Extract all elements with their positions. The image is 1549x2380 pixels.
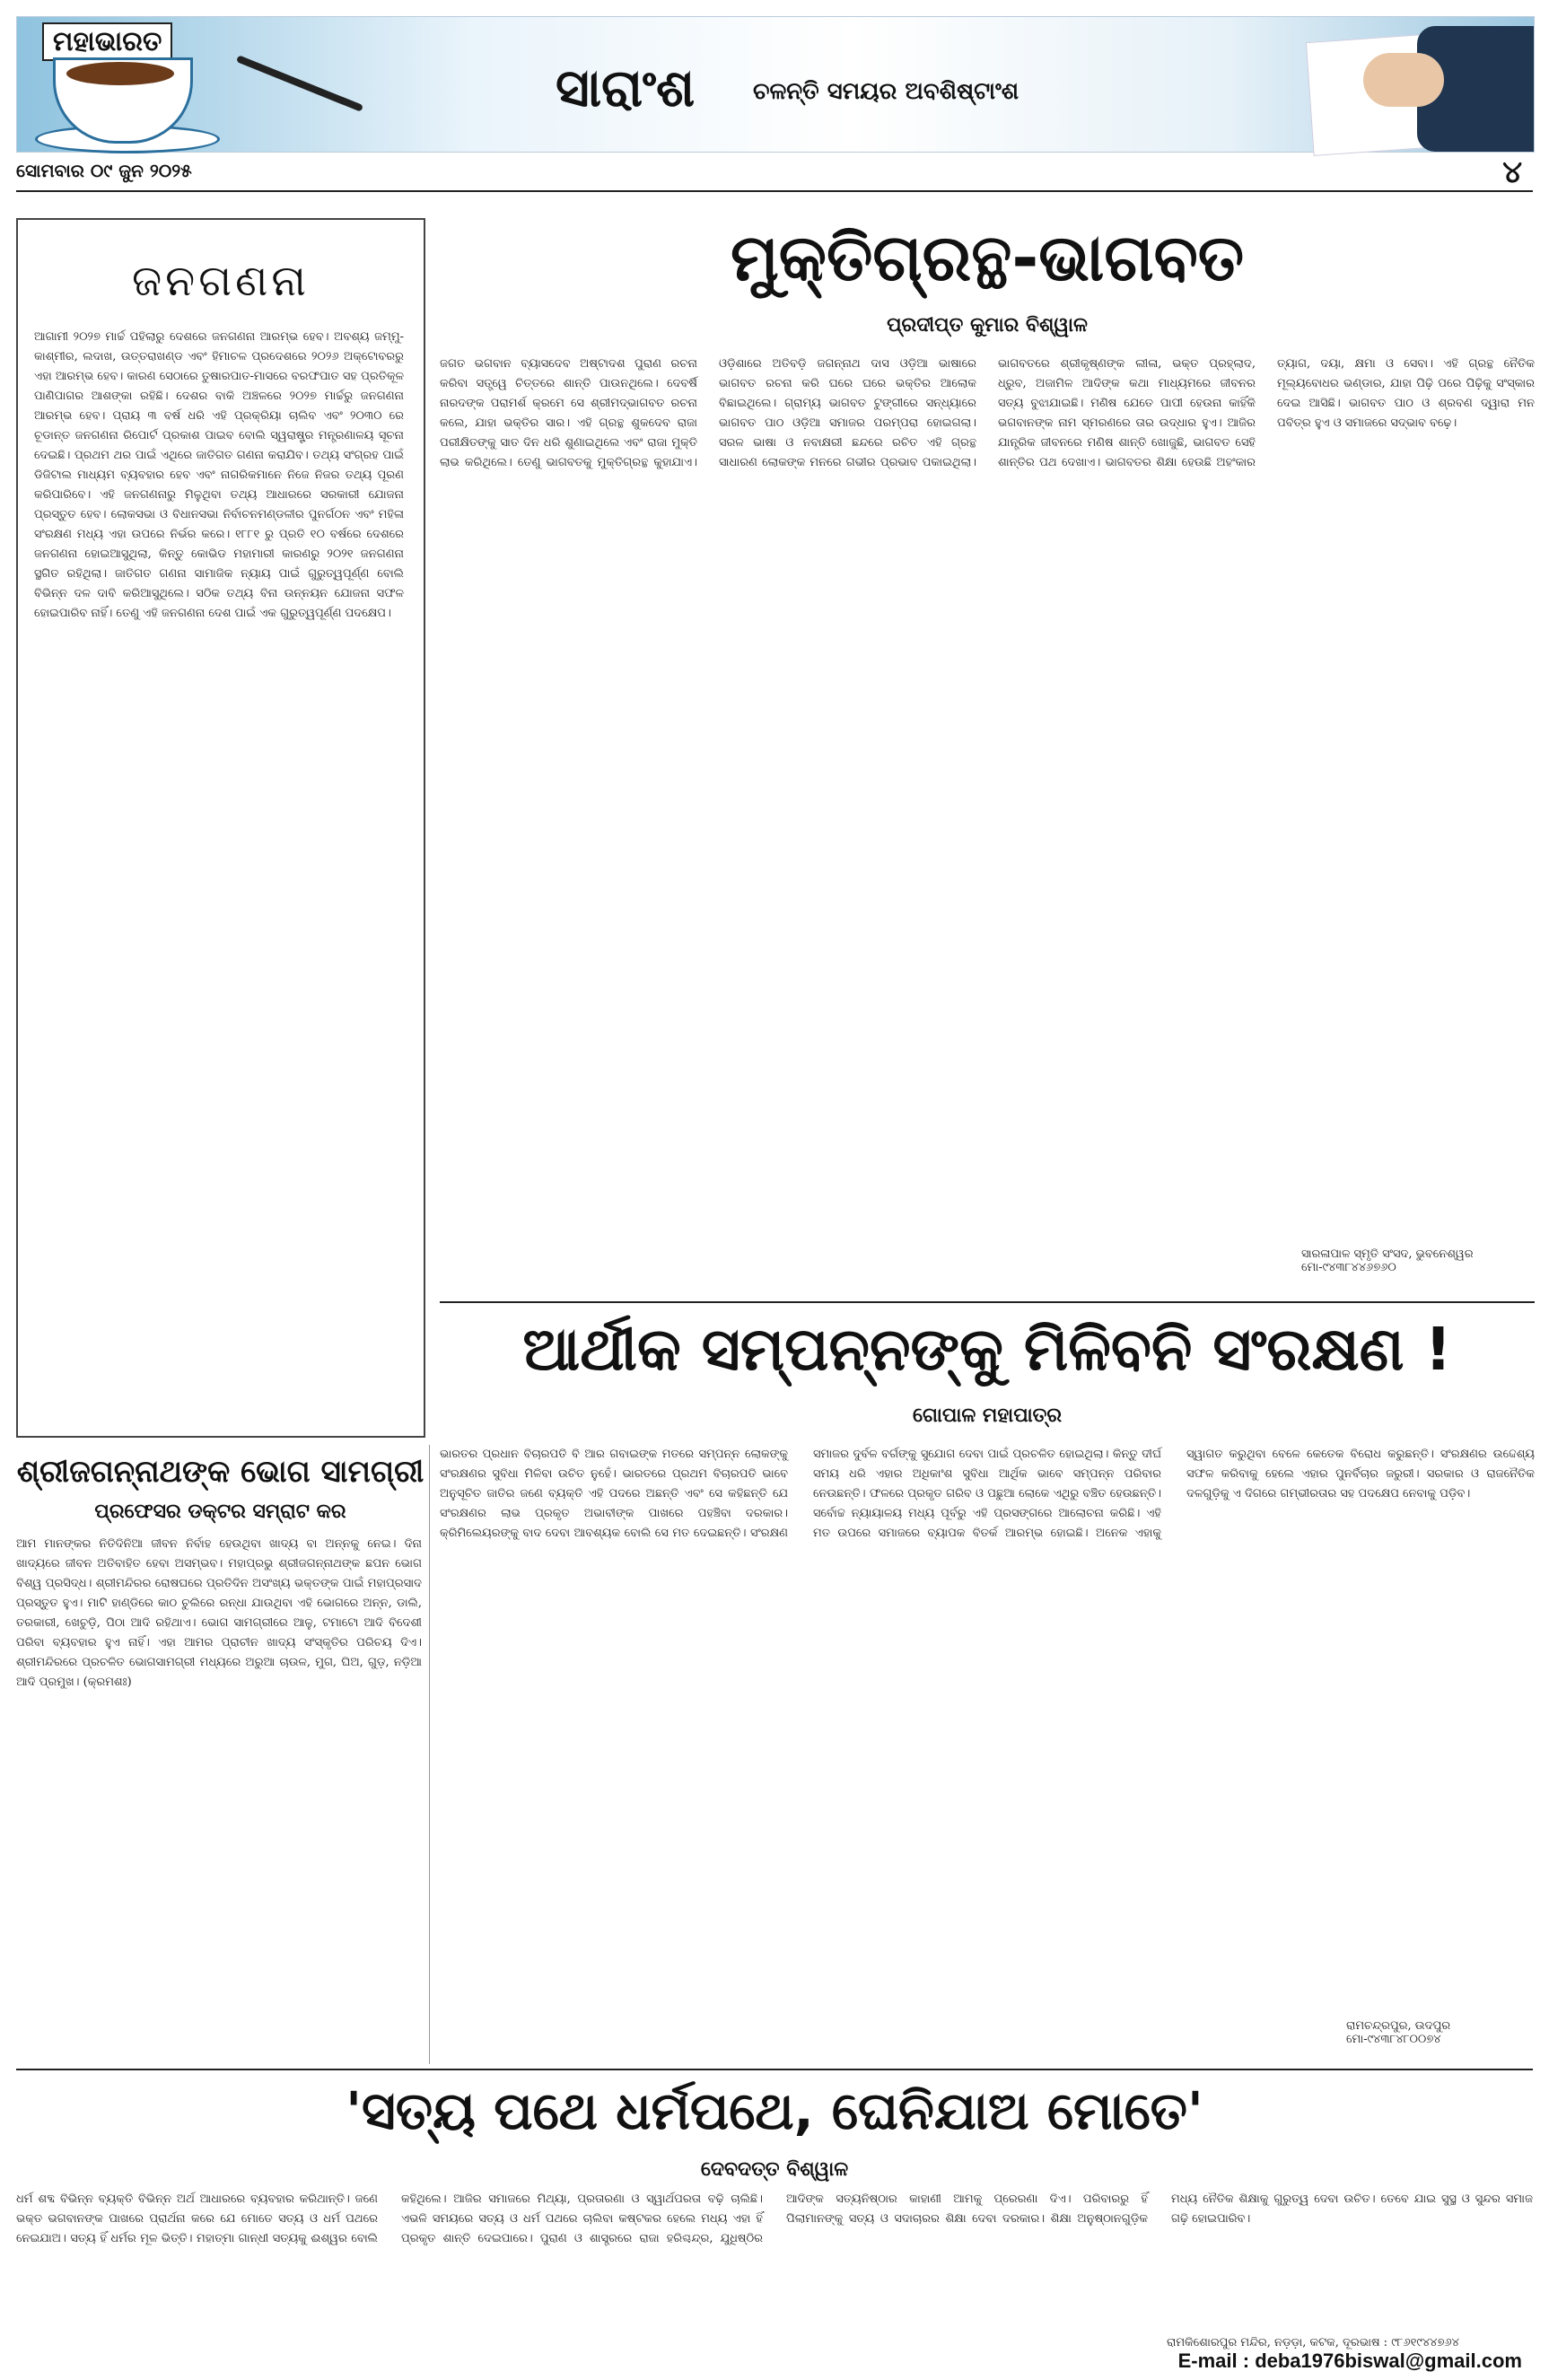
third-headline: ଶ୍ରୀଜଗନ୍ନାଥଙ୍କ ଭୋଗ ସାମଗ୍ରୀ: [16, 1454, 424, 1490]
bottom-byline: ଦେବଦତ୍ତ ବିଶ୍ୱାଳ: [700, 2158, 849, 2181]
writing-hand-illustration: [1363, 53, 1444, 107]
divider: [16, 2069, 1533, 2070]
issue-date: ସୋମବାର ୦୯ ଜୁନ ୨୦୨୫: [16, 160, 192, 181]
header-rule: [16, 190, 1533, 192]
main-headline: ମୁକ୍ତିଗ୍ରନ୍ଥ-ଭାଗବତ: [730, 220, 1245, 295]
bottom-article-body: ଧର୍ମ ଶବ୍ଦ ବିଭିନ୍ନ ବ୍ୟକ୍ତି ବିଭିନ୍ନ ଅର୍ଥ ଆଧାରରେ ବ୍ୟବହାର କରିଥାନ୍ତି। ଜଣେ ଭକ୍ତ ଭଗବାନଙ୍କ ପାଖରେ ପ୍ରାର୍ଥନା କରେ ଯେ ମୋତେ ସତ୍ୟ ଓ ଧର୍ମ ପଥରେ ନେଇଯାଅ। ସତ୍ୟ ହିଁ ଧର୍ମର ମୂଳ ଭିତ୍ତି। ମହାତ୍ମା ଗାନ୍ଧୀ ସତ୍ୟକୁ ଈଶ୍ୱର ବୋଲି କହିଥିଲେ। ଆଜିର ସମାଜରେ ମିଥ୍ୟା, ପ୍ରତାରଣା ଓ ସ୍ୱାର୍ଥପରତା ବଢ଼ି ଚାଲିଛି। ଏଭଳି ସମୟରେ ସତ୍ୟ ଓ ଧର୍ମ ପଥରେ ଚାଲିବା କଷ୍ଟକର ହେଲେ ମଧ୍ୟ ଏହା ହିଁ ପ୍ରକୃତ ଶାନ୍ତି ଦେଇପାରେ। ପୁରାଣ ଓ ଶାସ୍ତ୍ରରେ ରାଜା ହରିଶ୍ଚନ୍ଦ୍ର, ଯୁଧିଷ୍ଠିର ଆଦିଙ୍କ ସତ୍ୟନିଷ୍ଠାର କାହାଣୀ ଆମକୁ ପ୍ରେରଣା ଦିଏ। ପରିବାରରୁ ହିଁ ପିଲାମାନଙ୍କୁ ସତ୍ୟ ଓ ସଦାଚାରର ଶିକ୍ଷା ଦେବା ଦରକାର। ଶିକ୍ଷା ଅନୁଷ୍ଠାନଗୁଡ଼ିକ ମଧ୍ୟ ନୈତିକ ଶିକ୍ଷାକୁ ଗୁରୁତ୍ୱ ଦେବା ଉଚିତ। ତେବେ ଯାଇ ସୁସ୍ଥ ଓ ସୁନ୍ଦର ସମାଜ ଗଢ଼ି ହୋଇପାରିବ।: [16, 2192, 1533, 2245]
bottom-signature: ରାମକିଶୋରପୁର ମନ୍ଦିର, ନଡ଼ଡ଼ା, କଟକ, ଦୂରଭାଷ : ୯୮୬୧୯୪୪୭୬୪: [1167, 2336, 1459, 2349]
coffee-illustration: [66, 62, 174, 85]
bottom-headline: 'ସତ୍ୟ ପଥେ ଧର୍ମପଥେ, ଘେନିଯାଅ ମୋତେ': [346, 2080, 1203, 2141]
census-body: ଆଗାମୀ ୨୦୨୭ ମାର୍ଚ୍ଚ ପହିଲାରୁ ଦେଶରେ ଜନଗଣନା ଆରମ୍ଭ ହେବ। ଅବଶ୍ୟ ଜମ୍ମୁ-କାଶ୍ମୀର, ଲଦାଖ, ଉତ୍ତରାଖଣ୍ଡ ଏବଂ ହିମାଚଳ ପ୍ରଦେଶରେ ୨୦୨୬ ଅକ୍ଟୋବରରୁ ଏହା ଆରମ୍ଭ ହେବ। କାରଣ ସେଠାରେ ତୁଷାରପାତ-ମାସରେ ବରଫପାତ ସହ ପ୍ରତିକୂଳ ପାଣିପାଗର ଆଶଙ୍କା ରହିଛି। ଦେଶର ବାକି ଅଞ୍ଚଳରେ ୨୦୨୭ ମାର୍ଚ୍ଚରୁ ଜନଗଣନା ଆରମ୍ଭ ହେବ। ପ୍ରାୟ ୩ ବର୍ଷ ଧରି ଏହି ପ୍ରକ୍ରିୟା ଚାଲିବ ଏବଂ ୨୦୩୦ ରେ ଚୂଡାନ୍ତ ଜନଗଣନା ରିପୋର୍ଟ ପ୍ରକାଶ ପାଇବ ବୋଲି ସ୍ୱରାଷ୍ଟ୍ର ମନ୍ତ୍ରଣାଳୟ ସୂଚନା ଦେଇଛି। ପ୍ରଥମ ଥର ପାଇଁ ଏଥିରେ ଜାତିଗତ ଗଣନା କରାଯିବ। ତଥ୍ୟ ସଂଗ୍ରହ ପାଇଁ ଡିଜିଟାଲ ମାଧ୍ୟମ ବ୍ୟବହାର ହେବ ଏବଂ ନାଗରିକମାନେ ନିଜେ ନିଜର ତଥ୍ୟ ପୂରଣ କରିପାରିବେ। ଏହି ଜନଗଣନାରୁ ମିଳୁଥିବା ତଥ୍ୟ ଆଧାରରେ ସରକାରୀ ଯୋଜନା ପ୍ରସ୍ତୁତ ହେବ। ଲୋକସଭା ଓ ବିଧାନସଭା ନିର୍ବାଚନମଣ୍ଡଳୀର ପୁନର୍ଗଠନ ଏବଂ ମହିଳା ସଂରକ୍ଷଣ ମଧ୍ୟ ଏହା ଉପରେ ନିର୍ଭର କରେ। ୧୮୮୧ ରୁ ପ୍ରତି ୧୦ ବର୍ଷରେ ଦେଶରେ ଜନଗଣନା ହୋଇଆସୁଥିଲା, କିନ୍ତୁ କୋଭିଡ ମହାମାରୀ କାରଣରୁ ୨୦୨୧ ଜନଗଣନା ସ୍ଥଗିତ ରହିଥିଲା। ଜାତିଗତ ଗଣନା ସାମାଜିକ ନ୍ୟାୟ ପାଇଁ ଗୁରୁତ୍ୱପୂର୍ଣ୍ଣ ବୋଲି ବିଭିନ୍ନ ଦଳ ଦାବି କରିଆସୁଥିଲେ। ସଠିକ ତଥ୍ୟ ବିନା ଉନ୍ନୟନ ଯୋଜନା ସଫଳ ହୋଇପାରିବ ନାହିଁ। ତେଣୁ ଏହି ଜନଗଣନା ଦେଶ ପାଇଁ ଏକ ଗୁରୁତ୍ୱପୂର୍ଣ୍ଣ ପଦକ୍ଷେପ।: [34, 330, 404, 620]
section-subtitle: ଚଳନ୍ତି ସମୟର ଅବଶିଷ୍ଟାଂଶ: [753, 78, 1020, 105]
column-divider: [429, 1445, 430, 2064]
second-article-body: ଭାରତର ପ୍ରଧାନ ବିଚାରପତି ବି ଆର ଗବାଇଙ୍କ ମତରେ ସମ୍ପନ୍ନ ଲୋକଙ୍କୁ ସଂରକ୍ଷଣର ସୁବିଧା ମିଳିବା ଉଚିତ ନୁହେଁ। ଭାରତରେ ପ୍ରଥମ ବିଚାରପତି ଭାବେ ଅନୁସୂଚିତ ଜାତିର ଜଣେ ବ୍ୟକ୍ତି ଏହି ପଦରେ ଅଛନ୍ତି ଏବଂ ସେ କହିଛନ୍ତି ଯେ ସଂରକ୍ଷଣର ଲାଭ ପ୍ରକୃତ ଅଭାବୀଙ୍କ ପାଖରେ ପହଞ୍ଚିବା ଦରକାର। କ୍ରିମିଲେୟରଙ୍କୁ ବାଦ ଦେବା ଆବଶ୍ୟକ ବୋଲି ସେ ମତ ଦେଇଛନ୍ତି। ସଂରକ୍ଷଣ ସମାଜର ଦୁର୍ବଳ ବର୍ଗଙ୍କୁ ସୁଯୋଗ ଦେବା ପାଇଁ ପ୍ରଚଳିତ ହୋଇଥିଲା। କିନ୍ତୁ ଦୀର୍ଘ ସମୟ ଧରି ଏହାର ଅଧିକାଂଶ ସୁବିଧା ଆର୍ଥିକ ଭାବେ ସମ୍ପନ୍ନ ପରିବାର ନେଉଛନ୍ତି। ଫଳରେ ପ୍ରକୃତ ଗରିବ ଓ ପଛୁଆ ଲୋକେ ଏଥିରୁ ବଞ୍ଚିତ ହେଉଛନ୍ତି। ସର୍ବୋଚ୍ଚ ନ୍ୟାୟାଳୟ ମଧ୍ୟ ପୂର୍ବରୁ ଏହି ପ୍ରସଙ୍ଗରେ ଆଲୋଚନା କରିଛି। ଏହି ମତ ଉପରେ ସମାଜରେ ବ୍ୟାପକ ବିତର୍କ ଆରମ୍ଭ ହୋଇଛି। ଅନେକ ଏହାକୁ ସ୍ୱାଗତ କରୁଥିବା ବେଳେ କେତେକ ବିରୋଧ କରୁଛନ୍ତି। ସଂରକ୍ଷଣର ଉଦ୍ଦେଶ୍ୟ ସଫଳ କରିବାକୁ ହେଲେ ଏହାର ପୁନର୍ବିଚାର ଜରୁରୀ। ସରକାର ଓ ରାଜନୈତିକ ଦଳଗୁଡ଼ିକୁ ଏ ଦିଗରେ ଗମ୍ଭୀରତାର ସହ ପଦକ୍ଷେପ ନେବାକୁ ପଡ଼ିବ।: [440, 1448, 1535, 1540]
second-signature: ରାମଚନ୍ଦ୍ରପୁର, ଉଦପୁର ମୋ-୯୪୩୮୪୮୦୦୭୪: [1346, 2019, 1451, 2046]
census-title: ଜନଗଣନା: [132, 256, 310, 306]
page-number: ୪: [1502, 154, 1522, 190]
divider: [440, 1301, 1535, 1303]
census-box: [16, 218, 425, 1438]
main-signature: ସାରଳାପାଳ ସ୍ମୃତି ସଂସଦ, ଭୁବନେଶ୍ୱର ମୋ-୯୪୩୮୪୪୬୭୬୦: [1301, 1247, 1474, 1274]
second-byline: ଗୋପାଳ ମହାପାତ୍ର: [912, 1404, 1063, 1427]
main-byline: ପ୍ରଦୀପ୍ତ କୁମାର ବିଶ୍ୱାଳ: [887, 314, 1088, 337]
pen-illustration: [236, 55, 363, 112]
second-headline: ଆର୍ଥୀକ ସମ୍ପନ୍ନଙ୍କୁ ମିଳିବନି ସଂରକ୍ଷଣ !: [522, 1315, 1452, 1384]
third-byline: ପ୍ରଫେସର ଡକ୍ଟର ସମ୍ରାଟ କର: [94, 1501, 346, 1523]
masthead-banner: [16, 16, 1535, 153]
brand-logo: ମହାଭାରତ: [42, 22, 172, 61]
section-title: ସାରାଂଶ: [556, 57, 696, 118]
author-email: E-mail : deba1976biswal@gmail.com: [1177, 2349, 1522, 2372]
third-article-body: ଆମ ମାନଙ୍କର ନିତିଦିନିଆ ଜୀବନ ନିର୍ବାହ ହେଉଥିବା ଖାଦ୍ୟ ବା ଅନ୍ନକୁ ନେଇ। ଦିନା ଖାଦ୍ୟରେ ଜୀବନ ଅତିବାହିତ ହେବା ଅସମ୍ଭବ। ମହାପ୍ରଭୁ ଶ୍ରୀଜଗନ୍ନାଥଙ୍କ ଛପନ ଭୋଗ ବିଶ୍ୱ ପ୍ରସିଦ୍ଧ। ଶ୍ରୀମନ୍ଦିରର ରୋଷଘରେ ପ୍ରତିଦିନ ଅସଂଖ୍ୟ ଭକ୍ତଙ୍କ ପାଇଁ ମହାପ୍ରସାଦ ପ୍ରସ୍ତୁତ ହୁଏ। ମାଟି ହାଣ୍ଡିରେ କାଠ ଚୁଲିରେ ରନ୍ଧା ଯାଉଥିବା ଏହି ଭୋଗରେ ଅନ୍ନ, ଡାଲି, ତରକାରୀ, ଖେଚୁଡ଼ି, ପିଠା ଆଦି ରହିଥାଏ। ଭୋଗ ସାମଗ୍ରୀରେ ଆଳୁ, ଟମାଟୋ ଆଦି ବିଦେଶୀ ପରିବା ବ୍ୟବହାର ହୁଏ ନାହିଁ। ଏହା ଆମର ପ୍ରାଚୀନ ଖାଦ୍ୟ ସଂସ୍କୃତିର ପରିଚୟ ଦିଏ। ଶ୍ରୀମନ୍ଦିରରେ ପ୍ରଚଳିତ ଭୋଗସାମଗ୍ରୀ ମଧ୍ୟରେ ଅରୁଆ ଚାଉଳ, ମୁଗ, ଘିଅ, ଗୁଡ଼, ନଡ଼ିଆ ଆଦି ପ୍ରମୁଖ। (କ୍ରମଶଃ): [16, 1537, 422, 1689]
main-article-body: ଜଗତ ଭଗବାନ ବ୍ୟାସଦେବ ଅଷ୍ଟାଦଶ ପୁରାଣ ରଚନା କରିବା ସତ୍ତ୍ୱେ ଚିତ୍ତରେ ଶାନ୍ତି ପାଉନଥିଲେ। ଦେବର୍ଷି ନାରଦଙ୍କ ପରାମର୍ଶ କ୍ରମେ ସେ ଶ୍ରୀମଦ୍ଭାଗବତ ରଚନା କଲେ, ଯାହା ଭକ୍ତିର ସାର। ଏହି ଗ୍ରନ୍ଥ ଶୁକଦେବ ରାଜା ପରୀକ୍ଷିତଙ୍କୁ ସାତ ଦିନ ଧରି ଶୁଣାଇଥିଲେ ଏବଂ ରାଜା ମୁକ୍ତି ଲାଭ କରିଥିଲେ। ତେଣୁ ଭାଗବତକୁ ମୁକ୍ତିଗ୍ରନ୍ଥ କୁହାଯାଏ। ଓଡ଼ିଶାରେ ଅତିବଡ଼ି ଜଗନ୍ନାଥ ଦାସ ଓଡ଼ିଆ ଭାଷାରେ ଭାଗବତ ରଚନା କରି ଘରେ ଘରେ ଭକ୍ତିର ଆଲୋକ ବିଛାଇଥିଲେ। ଗ୍ରାମ୍ୟ ଭାଗବତ ଟୁଙ୍ଗୀରେ ସନ୍ଧ୍ୟାରେ ଭାଗବତ ପାଠ ଓଡ଼ିଆ ସମାଜର ପରମ୍ପରା ହୋଇଗଲା। ସରଳ ଭାଷା ଓ ନବାକ୍ଷରୀ ଛନ୍ଦରେ ରଚିତ ଏହି ଗ୍ରନ୍ଥ ସାଧାରଣ ଲୋକଙ୍କ ମନରେ ଗଭୀର ପ୍ରଭାବ ପକାଇଥିଲା। ଭାଗବତରେ ଶ୍ରୀକୃଷ୍ଣଙ୍କ ଲୀଳା, ଭକ୍ତ ପ୍ରହ୍ଲାଦ, ଧ୍ରୁବ, ଅଜାମିଳ ଆଦିଙ୍କ କଥା ମାଧ୍ୟମରେ ଜୀବନର ସତ୍ୟ ବୁଝାଯାଇଛି। ମଣିଷ ଯେତେ ପାପୀ ହେଉନା କାହିଁକି ଭଗବାନଙ୍କ ନାମ ସ୍ମରଣରେ ତାର ଉଦ୍ଧାର ହୁଏ। ଆଜିର ଯାନ୍ତ୍ରିକ ଜୀବନରେ ମଣିଷ ଶାନ୍ତି ଖୋଜୁଛି, ଭାଗବତ ସେହି ଶାନ୍ତିର ପଥ ଦେଖାଏ। ଭାଗବତର ଶିକ୍ଷା ହେଉଛି ଅହଂକାର ତ୍ୟାଗ, ଦୟା, କ୍ଷମା ଓ ସେବା। ଏହି ଗ୍ରନ୍ଥ ନୈତିକ ମୂଲ୍ୟବୋଧର ଭଣ୍ଡାର, ଯାହା ପିଢ଼ି ପରେ ପିଢ଼ିକୁ ସଂସ୍କାର ଦେଇ ଆସିଛି। ଭାଗବତ ପାଠ ଓ ଶ୍ରବଣ ଦ୍ୱାରା ମନ ପବିତ୍ର ହୁଏ ଓ ସମାଜରେ ସଦ୍ଭାବ ବଢ଼େ।: [440, 357, 1535, 469]
